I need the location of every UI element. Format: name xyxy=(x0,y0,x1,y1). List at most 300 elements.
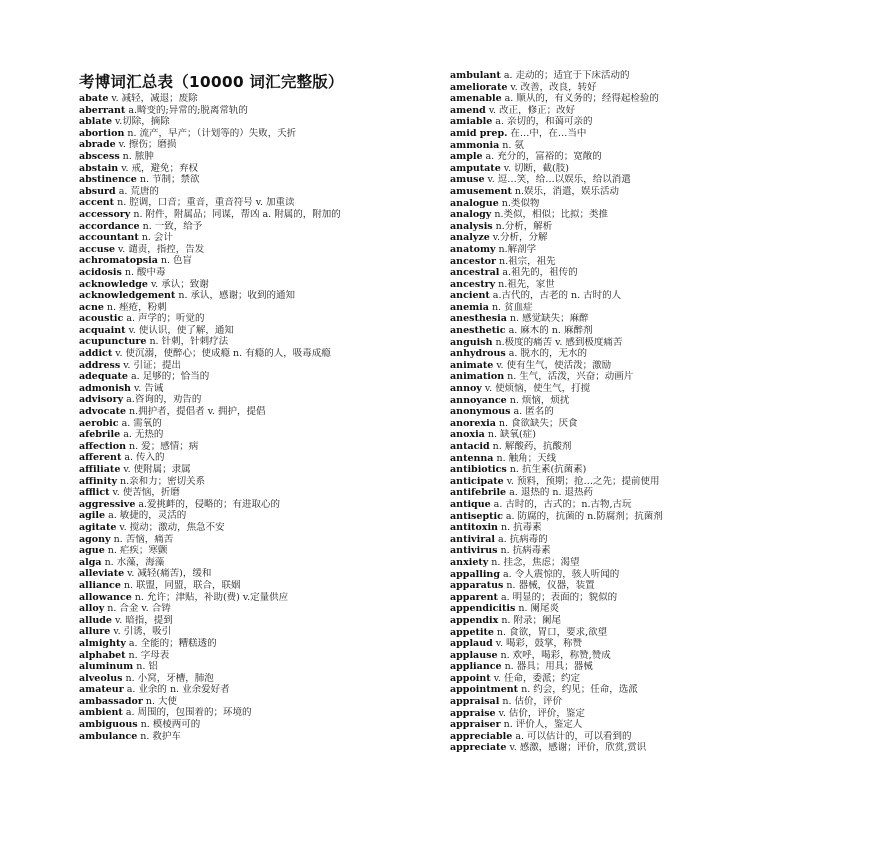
vocabulary-entry xyxy=(79,580,431,592)
vocabulary-entry xyxy=(450,105,750,117)
entry-word: ambiguous xyxy=(79,719,138,731)
entry-definition: n. 允许；津贴，补助(费) v.定量供应 xyxy=(134,591,289,603)
entry-word: appalling xyxy=(450,568,500,580)
vocabulary-entry xyxy=(450,511,750,523)
entry-word: aerobic xyxy=(79,417,119,429)
entry-definition: n. 食欲缺失；厌食 xyxy=(498,417,578,429)
entry-word: anhydrous xyxy=(450,348,506,360)
entry-definition: v. 告诫 xyxy=(133,382,164,394)
entry-definition: n.极度的痛苦 v. 感到极度痛苦 xyxy=(495,336,623,348)
entry-definition: n. 食欲，胃口，要求,欲望 xyxy=(496,626,608,638)
vocabulary-entry xyxy=(79,476,431,488)
vocabulary-entry xyxy=(450,267,750,279)
entry-definition: n. 节制；禁欲 xyxy=(139,174,200,186)
entry-word: accordance xyxy=(79,220,140,232)
entry-word: ambulant xyxy=(450,70,501,81)
entry-word: annoy xyxy=(450,383,482,395)
vocabulary-entry xyxy=(79,487,431,499)
entry-definition: n.类似，相似；比拟；类推 xyxy=(494,209,608,221)
entry-definition: n. 模棱两可的 xyxy=(140,719,201,731)
entry-word: acne xyxy=(79,301,104,313)
vocabulary-entry xyxy=(450,476,750,488)
vocabulary-entry xyxy=(450,186,750,198)
vocabulary-entry xyxy=(79,534,431,546)
entry-definition: v. 引证；提出 xyxy=(123,359,181,371)
entry-word: annoyance xyxy=(450,394,507,406)
entry-word: appoint xyxy=(450,672,491,684)
entry-word: amusement xyxy=(450,185,512,197)
vocabulary-entry xyxy=(450,627,750,639)
entry-word: amiable xyxy=(450,116,493,128)
entry-definition: n.分析，解析 xyxy=(495,220,553,232)
vocabulary-entry xyxy=(79,128,431,140)
entry-word: anemia xyxy=(450,301,489,313)
entry-word: accuse xyxy=(79,243,116,255)
entry-word: affection xyxy=(79,440,127,452)
vocabulary-entry xyxy=(450,615,750,627)
document-title: 考博词汇总表（10000 词汇完整版） xyxy=(79,73,344,91)
entry-definition: n. 器械，仪器，装置 xyxy=(506,580,595,592)
entry-definition: a. 顺从的，有义务的；经得起检验的 xyxy=(504,93,659,105)
entry-definition: n. 评价人，鉴定人 xyxy=(503,719,583,731)
entry-definition: a.古代的，古老的 n. 古时的人 xyxy=(492,290,622,302)
entry-word: applause xyxy=(450,649,498,661)
vocabulary-entry xyxy=(79,731,431,743)
entry-definition: a. 无热的 xyxy=(123,429,164,441)
vocabulary-entry xyxy=(450,348,750,360)
vocabulary-entry xyxy=(79,197,431,209)
vocabulary-entry xyxy=(79,568,431,580)
entry-definition: a.咨询的，劝告的 xyxy=(126,394,202,406)
entry-definition: n. 欢呼，喝彩，称赞,赞成 xyxy=(500,649,611,661)
entry-definition: n. 烦恼，烦扰 xyxy=(509,394,570,406)
entry-word: aluminum xyxy=(79,661,134,673)
vocabulary-entry xyxy=(79,452,431,464)
entry-word: analogy xyxy=(450,209,492,221)
entry-definition: n. 脓肿 xyxy=(122,150,154,162)
vocabulary-entry xyxy=(450,290,750,302)
vocabulary-entry xyxy=(450,256,750,268)
entry-definition: a. 退热的 n. 退热药 xyxy=(509,487,593,499)
entry-definition: v. 擦伤；磨损 xyxy=(118,139,177,151)
entry-definition: a. 传入的 xyxy=(124,452,165,464)
entry-definition: n. 痤疮，粉刺 xyxy=(106,301,167,313)
vocabulary-entry xyxy=(79,151,431,163)
entry-definition: v. 使有生气，使活泼；激励 xyxy=(496,359,612,371)
entry-word: acknowledgement xyxy=(79,290,176,302)
entry-word: abortion xyxy=(79,127,125,139)
entry-word: advisory xyxy=(79,394,124,406)
entry-definition: a.畸变的;异常的;脱离常轨的 xyxy=(128,104,248,116)
entry-word: appreciate xyxy=(450,742,507,754)
entry-definition: v. 感激，感谢；评价，欣赏,赏识 xyxy=(509,742,647,754)
entry-definition: n. 小窝，牙槽，肺泡 xyxy=(125,672,214,684)
entry-definition: a. 匿名的 xyxy=(513,406,554,418)
entry-word: abstain xyxy=(79,162,119,174)
vocabulary-entry xyxy=(450,70,750,82)
vocabulary-entry xyxy=(79,510,431,522)
vocabulary-entry xyxy=(450,673,750,685)
entry-word: appendix xyxy=(450,614,499,626)
vocabulary-entry xyxy=(450,464,750,476)
vocabulary-entry xyxy=(79,232,431,244)
entry-word: amputate xyxy=(450,162,501,174)
entry-word: abrade xyxy=(79,139,116,151)
vocabulary-entry xyxy=(79,615,431,627)
vocabulary-entry xyxy=(79,163,431,175)
entry-definition: a. 业余的 n. 业余爱好者 xyxy=(126,684,230,696)
entry-definition: v. 暗指，提到 xyxy=(114,614,173,626)
entry-definition: n. 苦恼，痛苦 xyxy=(113,533,174,545)
vocabulary-entry xyxy=(450,279,750,291)
vocabulary-entry xyxy=(79,441,431,453)
entry-word: apparent xyxy=(450,591,498,603)
vocabulary-entry xyxy=(450,337,750,349)
entry-word: ammonia xyxy=(450,139,500,151)
entry-definition: a. 古时的，古式的；n.古物,古玩 xyxy=(493,498,632,510)
entry-definition: v. 使认识，使了解，通知 xyxy=(128,324,234,336)
entry-word: anxiety xyxy=(450,556,489,568)
entry-definition: n. 生气，活泼，兴奋；动画片 xyxy=(507,371,634,383)
entry-word: amuse xyxy=(450,174,485,186)
entry-definition: n. 器具；用具；器械 xyxy=(504,661,593,673)
entry-word: anonymous xyxy=(450,406,511,418)
entry-definition: 在…中，在…当中 xyxy=(510,127,587,139)
vocabulary-entry xyxy=(79,406,431,418)
entry-definition: n.祖宗，祖先 xyxy=(498,255,556,267)
vocabulary-entry xyxy=(79,325,431,337)
entry-word: adequate xyxy=(79,371,128,383)
vocabulary-entry xyxy=(450,232,750,244)
entry-definition: n. 腔调，口音；重音，重音符号 v. 加重读 xyxy=(117,197,295,209)
entry-word: animate xyxy=(450,359,494,371)
entry-word: antacid xyxy=(450,441,490,452)
entry-word: ancestral xyxy=(450,267,500,279)
entry-word: anesthesia xyxy=(450,313,507,325)
vocabulary-entry xyxy=(450,198,750,210)
vocabulary-entry xyxy=(79,603,431,615)
vocabulary-column-right xyxy=(450,70,750,754)
entry-word: ancient xyxy=(450,290,490,302)
entry-definition: a. 荒唐的 xyxy=(118,185,159,197)
entry-definition: v. 改善，改良，转好 xyxy=(510,81,597,93)
entry-definition: n. 会计 xyxy=(141,232,173,244)
entry-definition: n. 抗生素(抗菌素) xyxy=(509,464,587,476)
vocabulary-entry xyxy=(450,302,750,314)
entry-definition: a.爱挑衅的，侵略的；有进取心的 xyxy=(138,498,281,510)
entry-word: amid prep. xyxy=(450,127,508,139)
vocabulary-entry xyxy=(450,534,750,546)
entry-word: antivirus xyxy=(450,545,498,557)
entry-word: appliance xyxy=(450,661,502,673)
entry-definition: n.娱乐，消遣，娱乐活动 xyxy=(514,185,620,197)
vocabulary-entry xyxy=(79,418,431,430)
entry-definition: n. 感觉缺失；麻醉 xyxy=(509,313,589,325)
vocabulary-entry xyxy=(450,684,750,696)
entry-word: appetite xyxy=(450,626,494,638)
entry-word: acupuncture xyxy=(79,336,147,348)
entry-definition: v.分析，分解 xyxy=(492,232,548,244)
vocabulary-entry xyxy=(450,487,750,499)
entry-definition: a. 明显的；表面的；貌似的 xyxy=(500,591,618,603)
entry-word: acquaint xyxy=(79,324,126,336)
entry-word: appendicitis xyxy=(450,603,516,615)
entry-word: appointment xyxy=(450,684,519,696)
vocabulary-entry xyxy=(450,313,750,325)
vocabulary-entry xyxy=(450,731,750,743)
vocabulary-entry xyxy=(79,464,431,476)
vocabulary-entry xyxy=(79,394,431,406)
entry-definition: v. 戒，避免；弃权 xyxy=(121,162,198,174)
entry-word: antifebrile xyxy=(450,487,507,499)
vocabulary-entry xyxy=(79,209,431,221)
entry-definition: v. 减轻(痛苦)，缓和 xyxy=(127,568,212,580)
entry-definition: n. 挂念，焦虑；渴望 xyxy=(491,556,580,568)
entry-definition: n. 贫血症 xyxy=(491,301,533,313)
entry-word: alloy xyxy=(79,603,105,615)
entry-definition: n. 大使 xyxy=(145,695,178,707)
vocabulary-entry xyxy=(450,441,750,453)
entry-definition: v. 谴责，指控，告发 xyxy=(118,243,205,255)
entry-word: allude xyxy=(79,614,112,626)
vocabulary-entry xyxy=(79,592,431,604)
entry-definition: a. 亲切的，和蔼可亲的 xyxy=(495,116,593,128)
vocabulary-entry xyxy=(450,719,750,731)
entry-word: antenna xyxy=(450,452,494,464)
vocabulary-entry xyxy=(79,383,431,395)
entry-definition: n. 流产，早产；（计划等的）失败，夭折 xyxy=(127,127,297,139)
entry-definition: v. 使烦恼，使生气，打搅 xyxy=(484,383,591,395)
entry-word: afferent xyxy=(79,452,122,464)
vocabulary-entry xyxy=(79,279,431,291)
vocabulary-entry xyxy=(450,395,750,407)
entry-definition: n. 酸中毒 xyxy=(124,266,166,278)
entry-word: applaud xyxy=(450,638,493,650)
vocabulary-entry xyxy=(450,569,750,581)
vocabulary-entry xyxy=(450,453,750,465)
vocabulary-entry xyxy=(79,638,431,650)
entry-definition: n. 合金 v. 合铸 xyxy=(107,603,171,615)
entry-word: afebrile xyxy=(79,429,121,441)
vocabulary-entry xyxy=(450,499,750,511)
entry-word: absurd xyxy=(79,185,116,197)
entry-definition: n. 缺氧(症) xyxy=(487,429,536,441)
entry-word: alga xyxy=(79,556,102,568)
entry-definition: v. 使苦恼，折磨 xyxy=(112,487,180,499)
entry-word: almighty xyxy=(79,637,126,649)
entry-word: alliance xyxy=(79,579,121,591)
entry-definition: a. 麻木的 n. 麻醉剂 xyxy=(508,325,593,337)
vocabulary-entry xyxy=(79,661,431,673)
entry-definition: n.类似物 xyxy=(501,197,540,209)
entry-definition: a. 可以估计的，可以看到的 xyxy=(515,730,632,742)
vocabulary-entry xyxy=(79,707,431,719)
vocabulary-entry xyxy=(450,708,750,720)
entry-definition: n. 抗病毒素 xyxy=(500,545,551,557)
entry-word: ambient xyxy=(79,707,123,719)
entry-word: anticipate xyxy=(450,475,504,487)
entry-word: acknowledge xyxy=(79,278,148,290)
vocabulary-entry xyxy=(450,325,750,337)
entry-definition: n. 联盟，同盟，联合，联姻 xyxy=(123,579,241,591)
entry-word: ameliorate xyxy=(450,81,508,93)
vocabulary-column-left xyxy=(79,93,431,742)
entry-definition: n. 解酸药，抗酸剂 xyxy=(492,441,572,452)
entry-word: antique xyxy=(450,498,491,510)
entry-definition: n. 铝 xyxy=(136,661,158,673)
entry-word: appraiser xyxy=(450,719,501,731)
entry-word: ambulance xyxy=(79,730,138,742)
entry-definition: n. 承认，感谢；收到的通知 xyxy=(178,290,295,302)
entry-word: anatomy xyxy=(450,243,496,255)
entry-definition: a. 充分的，富裕的；宽敞的 xyxy=(485,151,602,163)
entry-word: addict xyxy=(79,348,113,360)
entry-word: acoustic xyxy=(79,313,124,325)
vocabulary-entry xyxy=(79,499,431,511)
entry-word: alphabet xyxy=(79,649,126,661)
vocabulary-entry xyxy=(79,302,431,314)
vocabulary-entry xyxy=(450,429,750,441)
vocabulary-entry xyxy=(79,673,431,685)
vocabulary-entry xyxy=(450,221,750,233)
vocabulary-entry xyxy=(79,429,431,441)
entry-word: agile xyxy=(79,510,106,522)
entry-definition: v. 逗…笑，给…以娱乐，给以消遣 xyxy=(487,174,631,186)
entry-word: antiviral xyxy=(450,533,495,545)
entry-word: alveolus xyxy=(79,672,123,684)
entry-word: analysis xyxy=(450,220,493,232)
entry-definition: n. 抗毒素 xyxy=(500,522,542,534)
entry-word: acidosis xyxy=(79,266,122,278)
vocabulary-entry xyxy=(450,360,750,372)
vocabulary-entry xyxy=(450,592,750,604)
entry-definition: n. 针刺，针刺疗法 xyxy=(149,336,229,348)
vocabulary-entry xyxy=(79,313,431,325)
entry-definition: v. 减轻，减退；废除 xyxy=(111,93,198,104)
entry-word: accent xyxy=(79,197,115,209)
vocabulary-entry xyxy=(79,105,431,117)
vocabulary-entry xyxy=(450,383,750,395)
entry-definition: n. 爱；感情；病 xyxy=(129,440,199,452)
vocabulary-entry xyxy=(79,371,431,383)
vocabulary-entry xyxy=(450,93,750,105)
entry-definition: n. 水藻，海藻 xyxy=(104,556,165,568)
vocabulary-entry xyxy=(79,336,431,348)
entry-word: amateur xyxy=(79,684,124,696)
entry-word: antibiotics xyxy=(450,464,507,476)
entry-word: admonish xyxy=(79,382,131,394)
entry-word: allure xyxy=(79,626,111,638)
entry-definition: n. 一致，给予 xyxy=(142,220,203,232)
vocabulary-entry xyxy=(450,151,750,163)
entry-word: anguish xyxy=(450,336,493,348)
entry-definition: v. 引诱，吸引 xyxy=(113,626,172,638)
entry-word: address xyxy=(79,359,121,371)
entry-definition: n.拥护者，提倡者 v. 拥护，提倡 xyxy=(129,406,266,418)
vocabulary-entry xyxy=(79,255,431,267)
entry-word: ancestry xyxy=(450,278,496,290)
entry-definition: v. 预料，预期；抢…之先；提前使用 xyxy=(506,475,660,487)
entry-definition: a. 走动的；适宜于下床活动的 xyxy=(503,70,630,81)
vocabulary-entry xyxy=(450,116,750,128)
entry-definition: n. 估价，评价 xyxy=(502,696,562,708)
entry-word: accountant xyxy=(79,232,139,244)
vocabulary-entry xyxy=(450,406,750,418)
entry-word: antitoxin xyxy=(450,522,498,534)
vocabulary-entry xyxy=(450,661,750,673)
entry-word: affiliate xyxy=(79,464,121,475)
entry-word: achromatopsia xyxy=(79,255,158,267)
entry-word: agitate xyxy=(79,521,117,533)
vocabulary-entry xyxy=(79,650,431,662)
vocabulary-entry xyxy=(79,186,431,198)
vocabulary-entry xyxy=(79,719,431,731)
vocabulary-entry xyxy=(79,684,431,696)
vocabulary-entry xyxy=(450,418,750,430)
entry-word: apparatus xyxy=(450,580,504,592)
vocabulary-entry xyxy=(79,557,431,569)
vocabulary-entry xyxy=(450,371,750,383)
vocabulary-entry xyxy=(79,244,431,256)
vocabulary-entry xyxy=(79,522,431,534)
entry-word: anorexia xyxy=(450,417,496,429)
vocabulary-entry xyxy=(79,174,431,186)
vocabulary-entry xyxy=(450,82,750,94)
vocabulary-entry xyxy=(79,626,431,638)
entry-definition: v.切除，摘除 xyxy=(115,116,170,128)
entry-definition: n.解剖学 xyxy=(498,243,537,255)
entry-word: amenable xyxy=(450,93,502,105)
entry-definition: n. 阑尾炎 xyxy=(518,603,560,615)
entry-word: accessory xyxy=(79,208,131,220)
entry-definition: v. 承认；致谢 xyxy=(150,278,209,290)
entry-word: amend xyxy=(450,104,486,116)
vocabulary-entry xyxy=(450,128,750,140)
entry-definition: v. 喝彩，鼓掌，称赞 xyxy=(495,638,583,650)
entry-word: analyze xyxy=(450,232,490,244)
vocabulary-entry xyxy=(79,267,431,279)
entry-definition: a. 需氧的 xyxy=(121,417,162,429)
entry-definition: v. 使附属；隶属 xyxy=(123,464,191,475)
vocabulary-entry xyxy=(450,163,750,175)
vocabulary-entry xyxy=(450,522,750,534)
entry-word: abate xyxy=(79,93,109,104)
entry-definition: n. 疟疾；寒颤 xyxy=(107,545,168,557)
vocabulary-entry xyxy=(450,545,750,557)
entry-word: antiseptic xyxy=(450,510,503,522)
entry-definition: a. 令人震惊的，骇人听闻的 xyxy=(502,568,620,580)
entry-definition: a. 声学的；听觉的 xyxy=(126,313,205,325)
entry-definition: n. 色盲 xyxy=(160,255,193,267)
vocabulary-entry xyxy=(79,116,431,128)
entry-word: agony xyxy=(79,533,111,545)
vocabulary-entry xyxy=(450,650,750,662)
entry-definition: v. 切断，截(肢) xyxy=(503,162,569,174)
vocabulary-entry xyxy=(450,696,750,708)
entry-definition: n.祖先，家世 xyxy=(498,278,555,290)
entry-definition: n.亲和力；密切关系 xyxy=(120,475,206,487)
entry-word: animation xyxy=(450,371,505,383)
vocabulary-entry xyxy=(450,580,750,592)
entry-word: ample xyxy=(450,151,483,163)
entry-word: appraisal xyxy=(450,696,500,708)
entry-definition: a. 防腐的，抗菌的 n.防腐剂；抗菌剂 xyxy=(505,510,663,522)
entry-word: ague xyxy=(79,545,105,557)
entry-word: abstinence xyxy=(79,174,137,186)
vocabulary-entry xyxy=(450,209,750,221)
vocabulary-entry xyxy=(450,638,750,650)
entry-word: appreciable xyxy=(450,730,513,742)
